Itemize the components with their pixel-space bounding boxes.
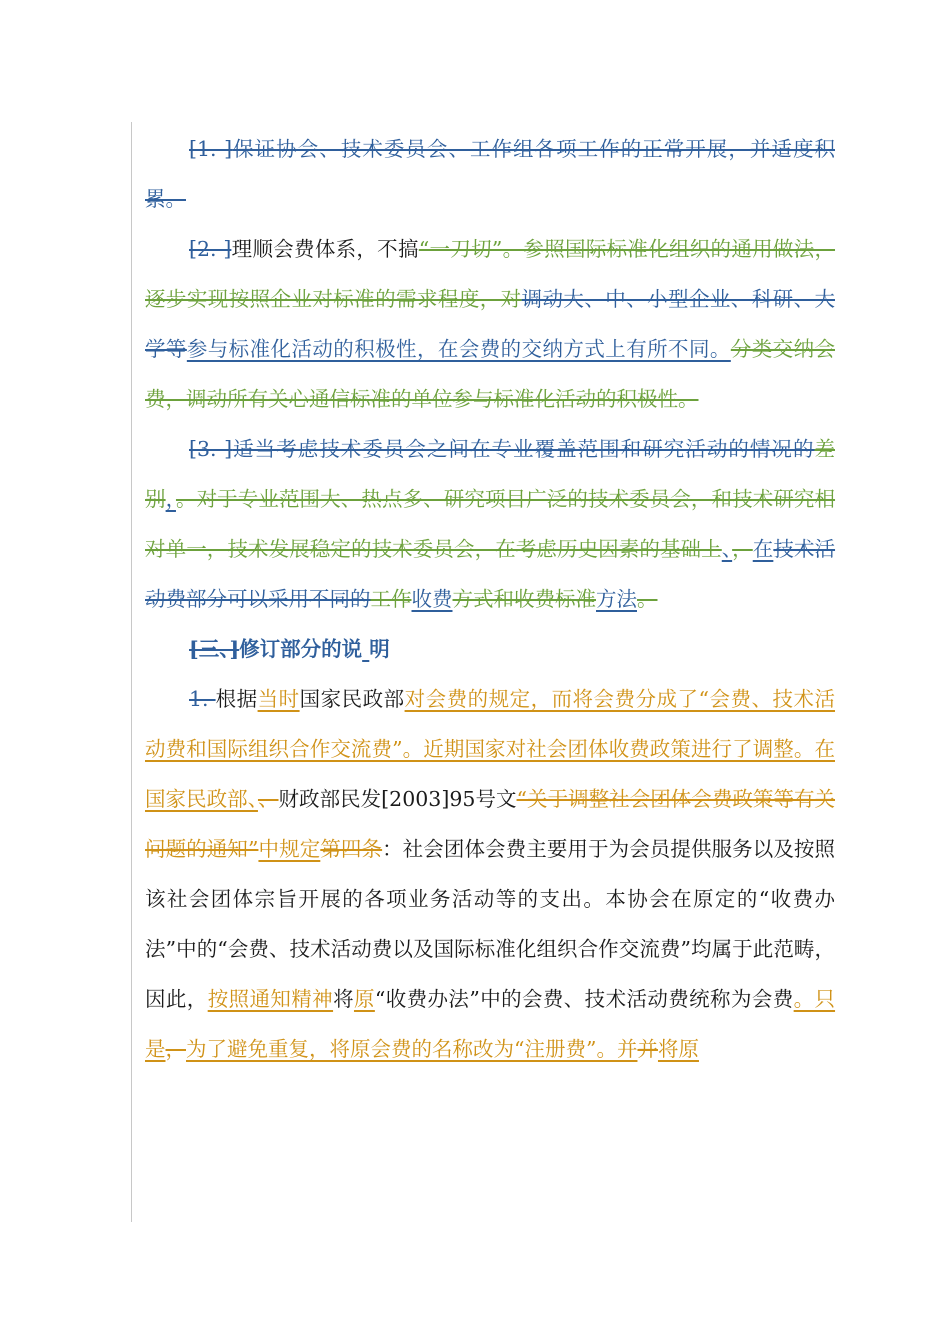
deleted-text: [1. ] (189, 137, 233, 161)
deleted-text: [2. ] (189, 237, 232, 261)
deleted-text: 方式和收费标准 (452, 587, 596, 611)
revision-margin-line (131, 122, 132, 1222)
paragraph-p1 (145, 124, 835, 224)
inserted-text: 当时 (257, 687, 300, 711)
deleted-text: [三、] (189, 637, 240, 661)
inserted-text: 、 (721, 537, 733, 561)
body-text: 将 (333, 987, 354, 1011)
body-text: 修订部分的说 (239, 637, 363, 661)
body-text: “收费办法”中的会费、技术活动费统称为会费 (374, 987, 794, 1011)
document-body (145, 124, 835, 1074)
inserted-text: 中规定 (258, 837, 321, 861)
inserted-text: 为了避免重复，将原会费的名称改为“注册费”。并 (186, 1037, 638, 1061)
body-text: 国家民政部 (299, 687, 405, 711)
deleted-text: 适当考虑技术委员会之间在专业覆盖范围和研究活动的情况的 (232, 437, 815, 461)
inserted-text: 参与标准化活动的积极性，在会费的交纳方式上有所不同。 (186, 337, 731, 361)
inserted-text: 按照通知精神 (207, 987, 334, 1011)
deleted-text: 。对于专业范围大、热点多、研究项目广泛的技术委员会，和技术研究相对单一，技术发展稳定的技术委员会，在考虑历史因素的基础上 (145, 487, 836, 561)
deleted-text: [3. ] (189, 437, 233, 461)
body-text: 根据 (215, 687, 258, 711)
deleted-text: 、 (257, 787, 279, 811)
body-text: 理顺会费体系，不搞 (231, 237, 419, 261)
paragraph-p4 (145, 624, 835, 674)
body-text: 财政部民发[2003]95号文 (278, 787, 517, 811)
paragraph-p5 (145, 674, 835, 1074)
paragraph-p3 (145, 424, 835, 624)
deleted-text: 第四条 (320, 837, 383, 861)
deleted-text: “一刀切”。参照国际标准化组织的通用做法，逐步实现按照企业对标准的需求程度，对 (145, 237, 836, 311)
deleted-text: 保证协会、技术委员会、工作组各项工作的正常开展，并适度积累。 (145, 137, 835, 211)
inserted-text: 收费 (411, 587, 453, 611)
inserted-text: 在 (752, 537, 774, 561)
deleted-text: 技术活动费部分可以采用不同的 (145, 537, 836, 611)
inserted-text: 原 (353, 987, 375, 1011)
inserted-text: 方法 (596, 587, 637, 611)
deleted-text: 。 (637, 587, 658, 611)
deleted-text: 工作 (370, 587, 412, 611)
inserted-text: ， (165, 487, 176, 511)
paragraph-p2 (145, 224, 835, 424)
deleted-text: 调动大、中、小型企业、科研、大学等 (145, 287, 835, 361)
deleted-text: 1. (189, 687, 216, 711)
deleted-text: ， (732, 537, 753, 561)
deleted-text: “关于调整社会团体会费政策等有关问题的通知” (145, 787, 836, 861)
deleted-text: 并 (637, 1037, 658, 1061)
deleted-text: 分类交纳会费，调动所有关心通信标准的单位参与标准化活动的积极性。 (145, 337, 835, 411)
body-text: 明 (369, 637, 390, 661)
inserted-text: 将原 (657, 1037, 699, 1061)
deleted-text: 差别 (145, 437, 835, 511)
deleted-text: ， (165, 1037, 186, 1061)
inserted-text: 。只是 (145, 987, 836, 1061)
inserted-text: 对会费的规定，而将会费分成了“会费、技术活动费和国际组织合作交流费”。近期国家对社会团体收费政策进行了调整。在国家民政部、 (145, 687, 836, 811)
body-text: ：社会团体会费主要用于为会员提供服务以及按照该社会团体宗旨开展的各项业务活动等的支出。本协会在原定的“收费办法”中的“会费、技术活动费以及国际标准化组织合作交流费”均属于此范畴，因此， (145, 837, 836, 1011)
